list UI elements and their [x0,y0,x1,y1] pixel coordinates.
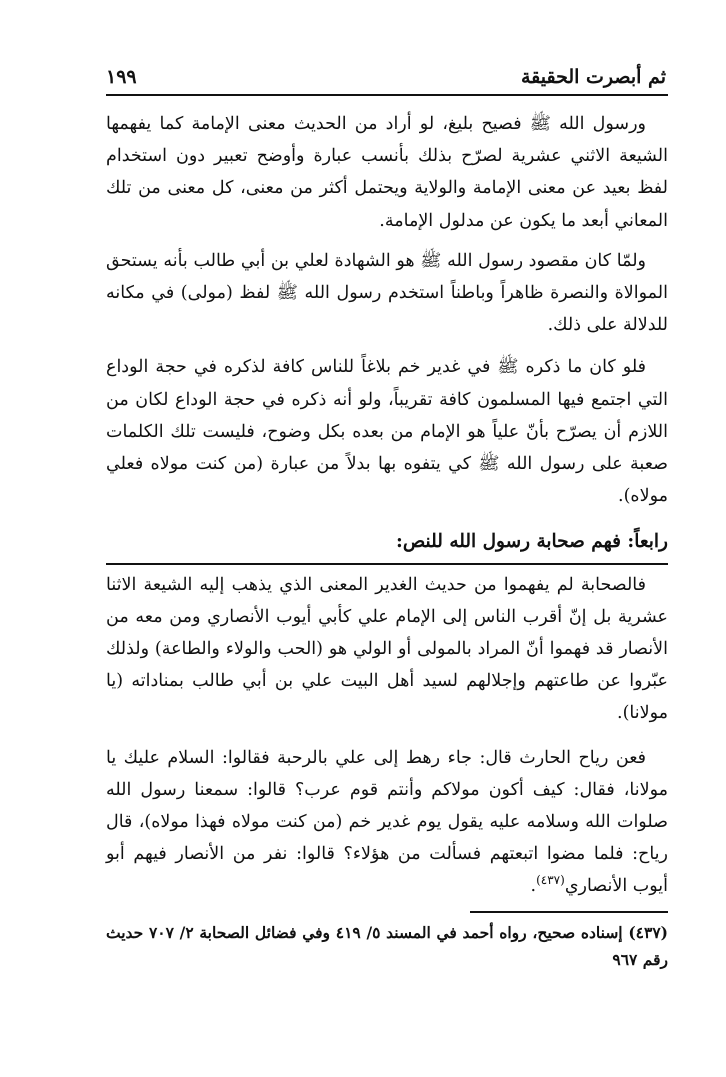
paragraph-3: فلو كان ما ذكره ﷺ في غدير خم بلاغاً للناس كافة لذكره في حجة الوداع التي اجتمع فيها المسلمون كافة تقريباً، ولو أنه ذكره في حجة الوداع لكان من اللازم أن يصرّح بأنّ علياً هو الإمام من بعده بكل وضوح، فليست تلك الكلمات صعبة على رسول الله ﷺ كي يتفوه بها بدلاً من عبارة (من كنت مولاه فعلي مولاه). [106,357,668,507]
book-title: ثم أبصرت الحقيقة [520,66,666,88]
running-header [106,64,666,92]
footnote-divider [470,911,668,913]
paragraph-5-end: . [530,876,537,897]
paragraph-4: فالصحابة لم يفهموا من حديث الغدير المعنى الذي يذهب إليه الشيعة الاثنا عشرية بل إنّ أقرب الناس إلى الإمام علي كأبي أيوب الأنصاري ومن معه من الأنصار قد فهموا أنّ المراد بالمولى أو الولي هو (الحب والولاء والطاعة) ولذلك عبّروا عن طاعتهم وإجلالهم لسيد أهل البيت علي بن أبي طالب بمناداته (يا مولانا). [106,574,668,724]
page-number: ١٩٩ [106,66,137,88]
paragraph-2: ولمّا كان مقصود رسول الله ﷺ هو الشهادة لعلي بن أبي طالب بأنه يستحق الموالاة والنصرة ظاهراً وباطناً استخدم رسول الله ﷺ لفظ (مولى) في مكانه للدلالة على ذلك. [106,250,668,336]
footnote: (٤٣٧) إسناده صحيح، رواه أحمد في المسند ٥/ ٤١٩ وفي فضائل الصحابة ٢/ ٧٠٧ حديث رقم ٩٦٧ [106,923,668,969]
section-heading-divider [106,563,668,565]
section-heading: رابعاً: فهم صحابة رسول الله للنص: [396,531,668,553]
paragraph-5-text: فعن رياح الحارث قال: جاء رهط إلى علي بالرحبة فقالوا: السلام عليك يا مولانا، فقال: كيف أكون مولاكم وأنتم قوم عرب؟ قالوا: سمعنا رسول الله صلوات الله وسلامه عليه يقول يوم غدير خم (من كنت مولاه فهذا مولاه)، قال رياح: فلما مضوا اتبعتهم فسألت من هؤلاء؟ قالوا: نفر من الأنصار فيهم أبو أيوب الأنصاري [106,747,668,897]
paragraph-5 [106,742,668,903]
header-divider [106,94,668,96]
main-text [106,108,668,903]
paragraph-1: ورسول الله ﷺ فصيح بليغ، لو أراد من الحديث معنى الإمامة كما يفهمها الشيعة الاثني عشرية لصرّح بذلك بأنسب عبارة وأوضح تعبير دون استخدام لفظ بعيد عن معنى الإمامة والولاية ويحتمل أكثر من معنى، كل معنى من تلك المعاني أبعد ما يكون عن مدلول الإمامة. [106,114,668,231]
footnote-reference[interactable]: (٤٣٧) [536,873,565,888]
